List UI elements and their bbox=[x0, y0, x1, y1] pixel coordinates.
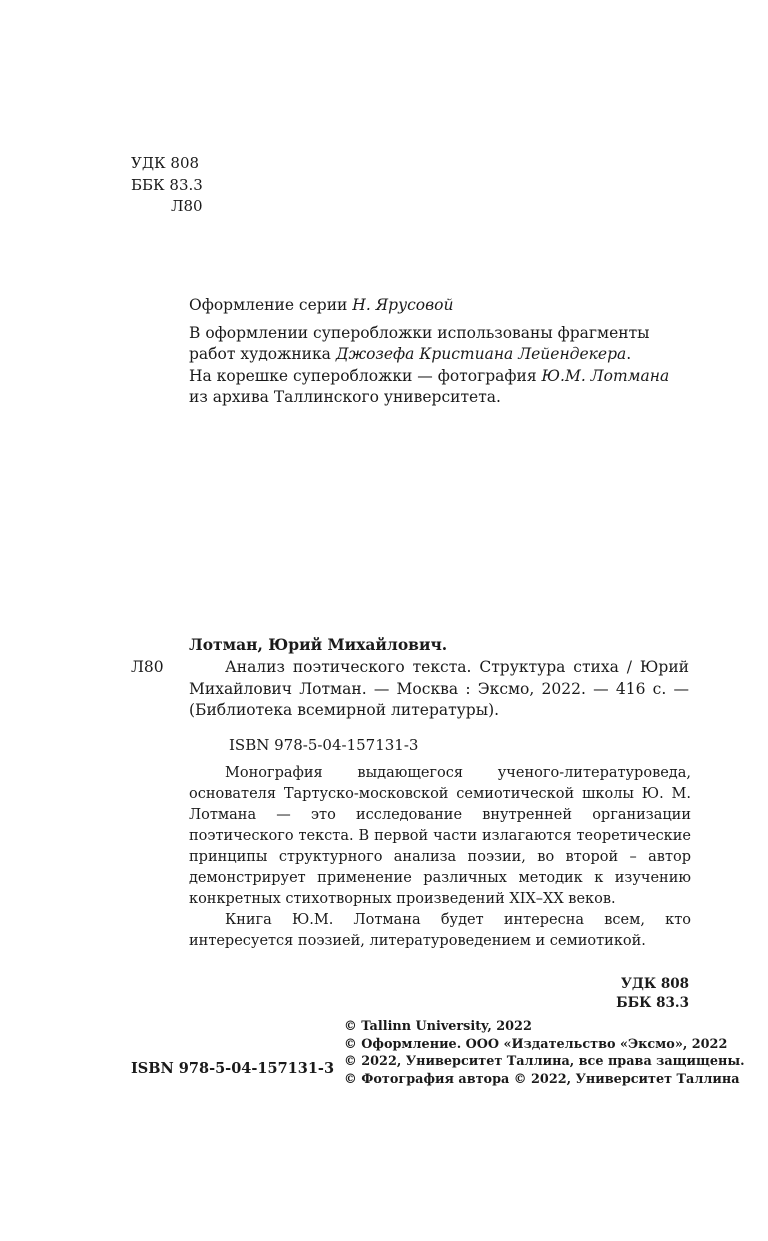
abstract-paragraph: Монография выдающегося ученого-литературоведа, основателя Тартуско-московской семиотической школы Ю. М. Лотмана — это исследование внутренней организации поэтического текста. В первой части излагаются теоретические принципы структурного анализа поэзии, во второй – автор демонстрирует применение различных методик к изучению конкретных стихотворных произведений XIX–XX веков. bbox=[189, 765, 691, 907]
jacket-credit: В оформлении суперобложки использованы фрагменты работ художника Джозефа Кристиана Лейендекера. На корешке суперобложки — фотография Ю.М. Лотмана из архива Таллинского университета. bbox=[189, 323, 670, 406]
udk-code: УДК 808 bbox=[131, 154, 200, 172]
copyright-line: © Фотография автора © 2022, Университет Таллина bbox=[344, 1071, 740, 1087]
footer-udk-code: УДК 808 bbox=[620, 976, 689, 992]
bibliographic-description: Анализ поэтического текста. Структура стиха / Юрий Михайлович Лотман. — Москва : Эксмо, 2022. — 416 с. — (Библиотека всемирной литературы). bbox=[189, 658, 689, 719]
spine-person-name: Ю.М. Лотмана bbox=[541, 366, 670, 385]
isbn-line: ISBN 978-5-04-157131-3 bbox=[229, 736, 419, 754]
jacket-artist-name: Джозефа Кристиана Лейендекера bbox=[335, 345, 627, 363]
author-heading: Лотман, Юрий Михайлович. bbox=[189, 635, 448, 654]
abstract bbox=[189, 763, 691, 952]
footer-classification-codes bbox=[616, 975, 689, 1013]
footer-isbn: ISBN 978-5-04-157131-3 bbox=[131, 1060, 335, 1077]
design-credits bbox=[189, 295, 689, 409]
bibliographic-author-mark: Л80 bbox=[131, 658, 164, 676]
author-mark: Л80 bbox=[171, 197, 203, 215]
bbk-code: ББК 83.3 bbox=[131, 175, 203, 194]
series-design-credit: Оформление серии Н. Ярусовой bbox=[189, 296, 454, 314]
copyright-line: © Tallinn University, 2022 bbox=[344, 1019, 532, 1034]
footer-bbk-code: ББК 83.3 bbox=[616, 995, 689, 1011]
copyright-line: © Оформление. ООО «Издательство «Эксмо», 2022 bbox=[344, 1036, 728, 1052]
classification-codes bbox=[131, 153, 203, 218]
series-designer-name: Н. Ярусовой bbox=[352, 296, 454, 314]
copyright-line: © 2022, Университет Таллина, все права защищены. bbox=[344, 1054, 745, 1069]
copyright-block bbox=[344, 1018, 745, 1088]
abstract-paragraph: Книга Ю.М. Лотмана будет интересна всем, кто интересуется поэзией, литературоведением и семиотикой. bbox=[189, 912, 691, 949]
